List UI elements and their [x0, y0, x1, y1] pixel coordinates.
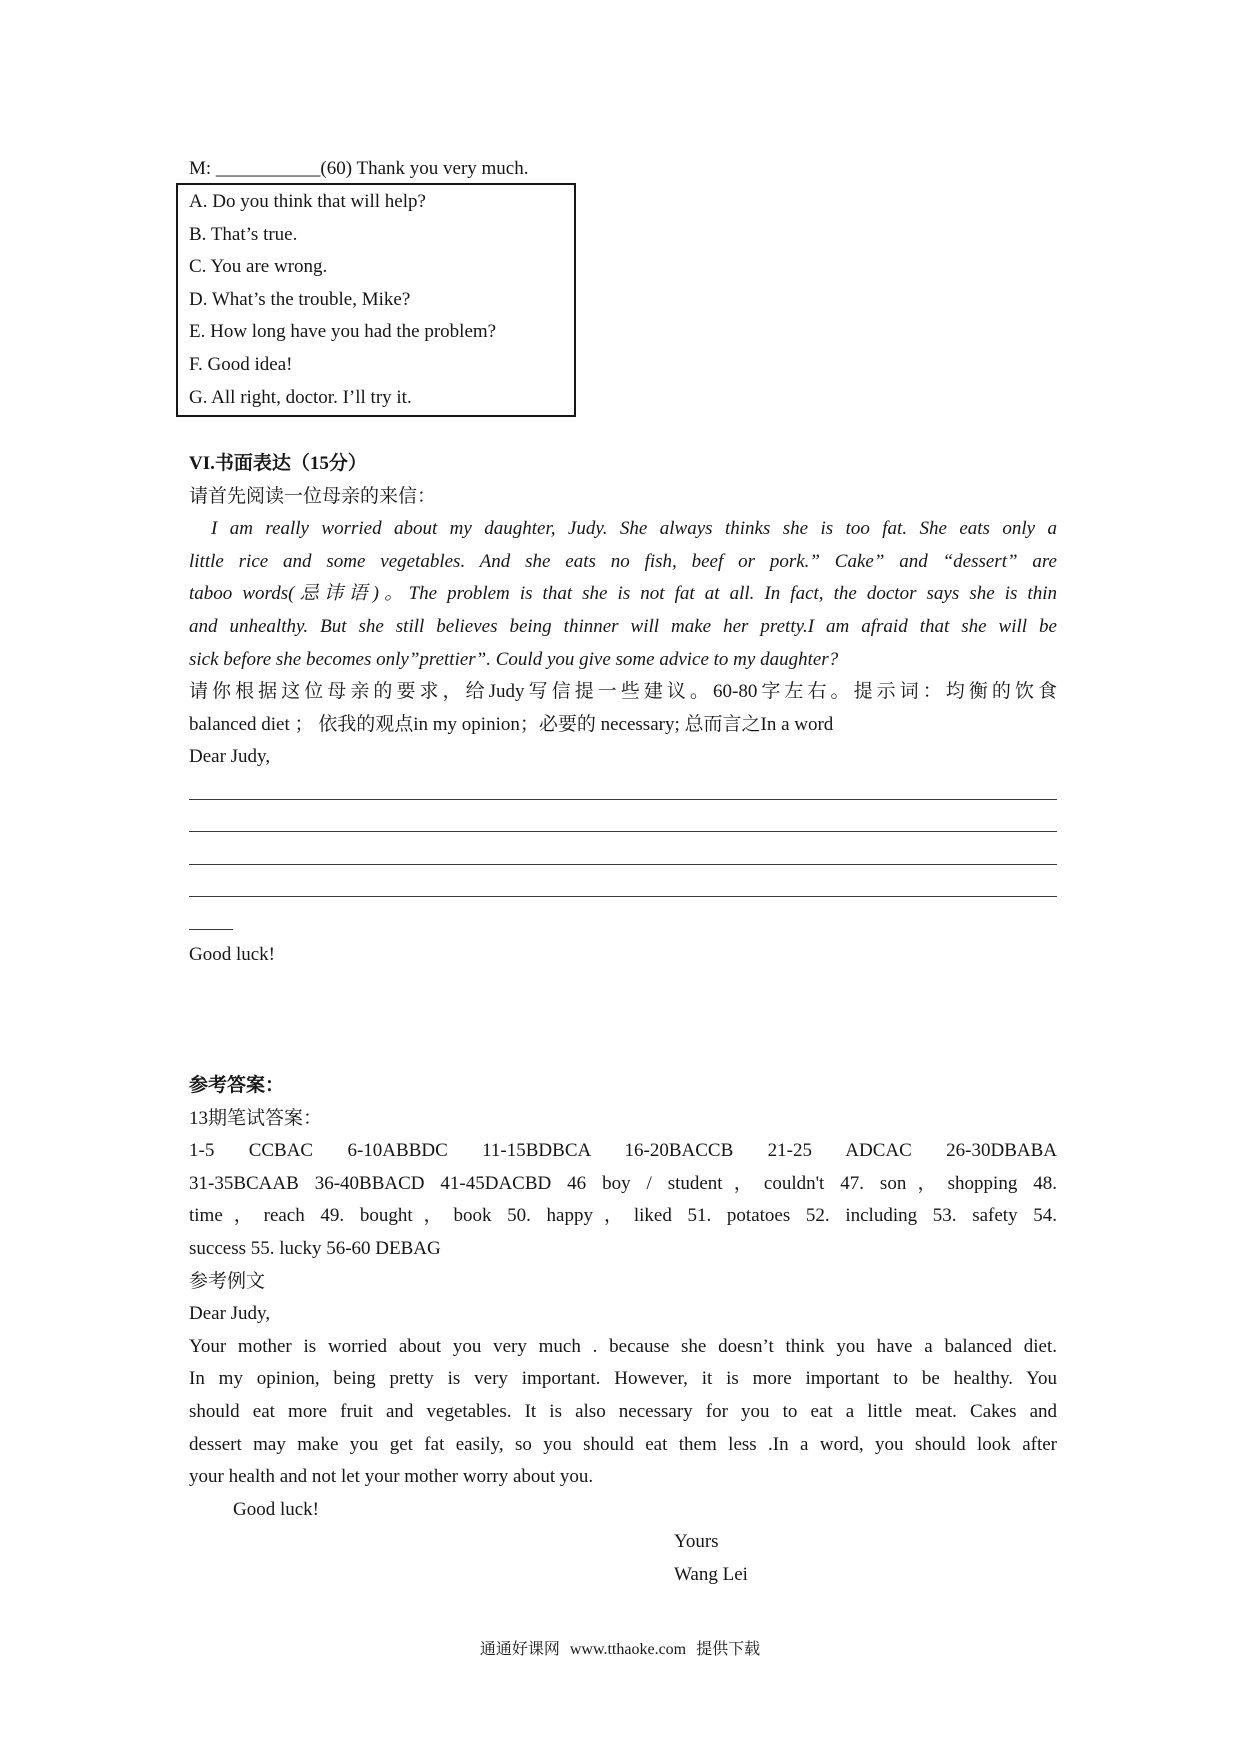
- option-item: F. Good idea!: [189, 353, 293, 375]
- option-item: D. What’s the trouble, Mike?: [189, 288, 411, 310]
- writing-lines: [189, 767, 1057, 930]
- answer-key-line: success 55. lucky 56-60 DEBAG: [189, 1237, 441, 1259]
- sample-line: your health and not let your mother worry about you.: [189, 1466, 594, 1488]
- answers-heading: 参考答案：: [189, 1075, 285, 1096]
- sample-line: In my opinion, being pretty is very important. However, it is more important to be healthy. You: [189, 1368, 1057, 1390]
- task-line: 请你根据这位母亲的要求，给Judy写信提一些建议。60-80字左右。提示词：均衡的饮食: [189, 681, 1057, 703]
- option-item: C. You are wrong.: [189, 256, 328, 278]
- answer-key-line: time，reach 49. bought，book 50. happy，liked 51. potatoes 52. including 53. safety 54.: [189, 1205, 1057, 1227]
- closing-block: [189, 939, 1057, 972]
- dialogue-line: M: ___________(60) Thank you very much.: [189, 158, 529, 179]
- sample-line: dessert may make you get fat easily, so you should eat them less .In a word, you should look after: [189, 1433, 1057, 1455]
- answer-key-line: 1-5 CCBAC 6-10ABBDC 11-15BDBCA 16-20BACCB 21-25 ADCAC 26-30DBABA: [189, 1140, 1057, 1162]
- task-line: balanced diet ； 依我的观点in my opinion；必要的 necessary; 总而言之In a word: [189, 713, 834, 735]
- options-box: [176, 183, 576, 417]
- section-heading: VI.书面表达（15分）: [189, 453, 367, 474]
- sample-line: should eat more fruit and vegetables. It is also necessary for you to eat a little meat. Cakes and: [189, 1400, 1057, 1422]
- sample-heading: 参考例文: [189, 1270, 266, 1292]
- writing-line: [189, 800, 1057, 833]
- letter-line: little rice and some vegetables. And she eats no fish, beef or pork.” Cake” and “dessert” are: [189, 550, 1057, 572]
- answer-key-line: 31-35BCAAB 36-40BBACD 41-45DACBD 46 boy / student，couldn't 47. son，shopping 48.: [189, 1172, 1057, 1194]
- writing-line-short: [189, 897, 233, 930]
- answers-subheading: 13期笔试答案：: [189, 1107, 323, 1129]
- writing-line: [189, 767, 1057, 800]
- writing-section: [189, 448, 1057, 774]
- writing-line: [189, 865, 1057, 898]
- letter-line: taboo words(忌讳语)。The problem is that she is not fat at all. In fact, the doctor says she is thin: [189, 583, 1057, 605]
- signature: Wang Lei: [674, 1563, 748, 1585]
- sample-closing: Good luck!: [233, 1498, 320, 1520]
- footer-text: 通通好课网 www.tthaoke.com 提供下载: [479, 1641, 761, 1658]
- dialogue-block: [189, 153, 1057, 186]
- option-item: B. That’s true.: [189, 223, 298, 245]
- letter-line: and unhealthy. But she still believes being thinner will make her pretty.I am afraid that she will be: [189, 615, 1057, 637]
- option-item: A. Do you think that will help?: [189, 191, 426, 212]
- sample-salutation: Dear Judy,: [189, 1303, 271, 1325]
- sample-line: Your mother is worried about you very much . because she doesn’t think you have a balanced diet.: [189, 1335, 1057, 1357]
- answers-section: [189, 1070, 1057, 1592]
- salutation: Dear Judy,: [189, 746, 271, 768]
- letter-line: sick before she becomes only”prettier”. Could you give some advice to my daughter?: [189, 648, 839, 670]
- writing-line: [189, 832, 1057, 865]
- option-item: E. How long have you had the problem?: [189, 321, 497, 343]
- signoff: Yours: [674, 1531, 719, 1553]
- instruction-text: 请首先阅读一位母亲的来信：: [189, 485, 437, 507]
- closing-line: Good luck!: [189, 944, 276, 965]
- option-item: G. All right, doctor. I’ll try it.: [189, 386, 412, 408]
- letter-line: I am really worried about my daughter, Judy. She always thinks she is too fat. She eats only a: [211, 518, 1057, 540]
